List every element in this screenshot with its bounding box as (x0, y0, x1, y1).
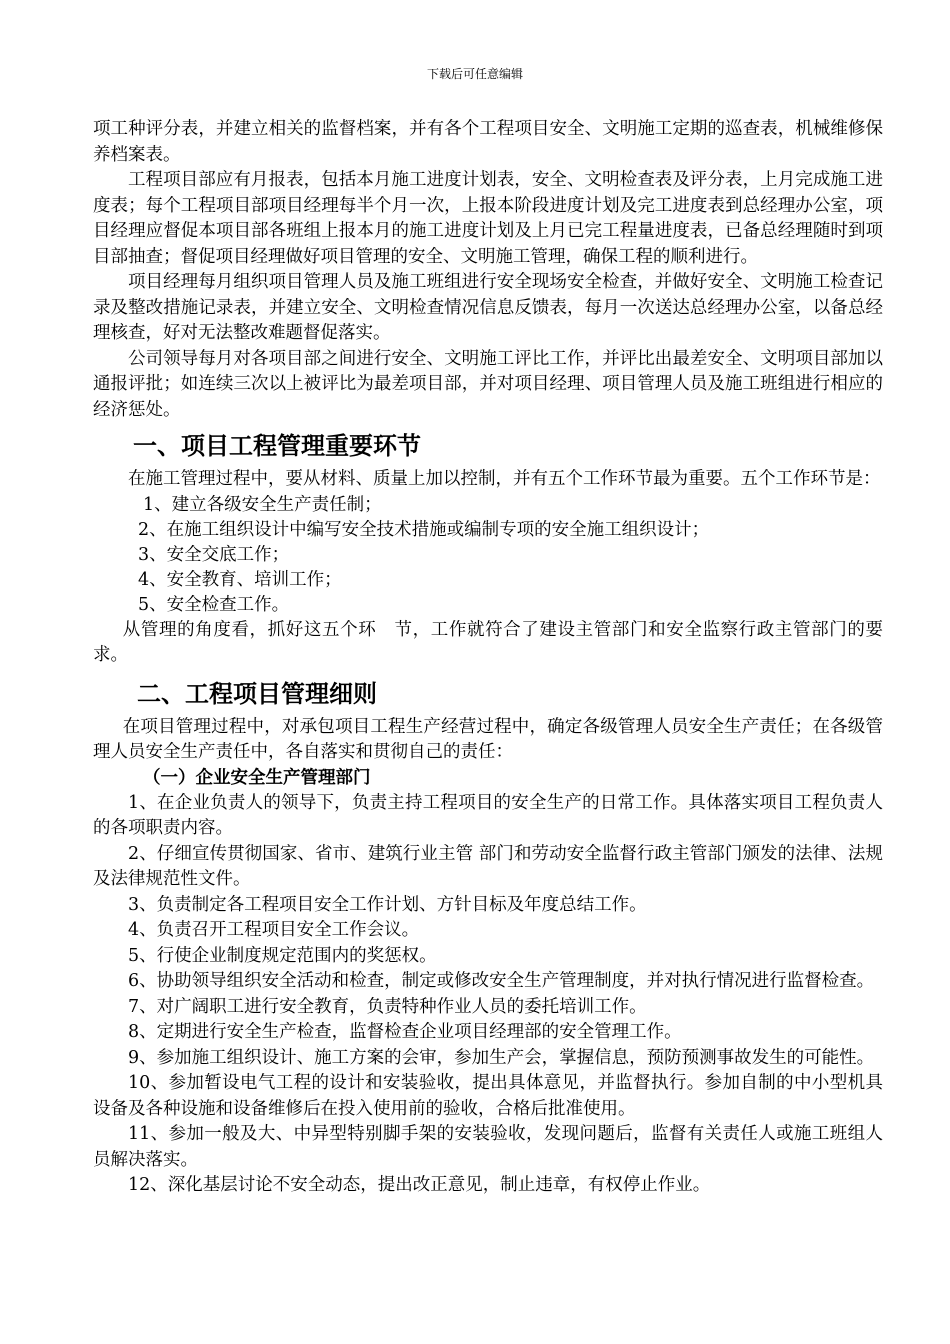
list-item: 2、在施工组织设计中编写安全技术措施或编制专项的安全施工组织设计； (138, 519, 710, 540)
list-item: 3、负责制定各工程项目安全工作计划、方针目标及年度总结工作。 (128, 894, 647, 915)
list-item: 3、安全交底工作； (138, 544, 290, 565)
paragraph: 从管理的角度看，抓好这五个环 节，工作就符合了建设主管部门和安全监察行政主管部门的要求。 (93, 619, 883, 665)
subsection-heading: （一）企业安全生产管理部门 (143, 767, 371, 788)
list-item: 7、对广阔职工进行安全教育，负责特种作业人员的委托培训工作。 (128, 996, 647, 1017)
paragraph: 工程项目部应有月报表，包括本月施工进度计划表，安全、文明检查表及评分表，上月完成施工进度表；每个工程项目部项目经理每半个月一次，上报本阶段进度计划及完工进度表到总经理办公室，项目经理应督促本项目部各班组上报本月的施工进度计划及上月已完工程量进度表，已备总经理随时到项目部抽查；督促项目经理做好项目管理的安全、文明施工管理，确保工程的顺利进行。 (93, 170, 883, 267)
paragraph: 项工种评分表，并建立相关的监督档案，并有各个工程项目安全、文明施工定期的巡查表，机械维修保养档案表。 (93, 119, 883, 165)
list-item: 10、参加暂设电气工程的设计和安装验收，提出具体意见，并监督执行。参加自制的中小型机具设备及各种设施和设备维修后在投入使用前的验收，合格后批准使用。 (93, 1073, 883, 1119)
list-item: 4、安全教育、培训工作； (138, 569, 342, 590)
page-header: 下载后可任意编辑 (426, 67, 523, 81)
list-item: 1、建立各级安全生产责任制； (143, 494, 382, 515)
paragraph: 项目经理每月组织项目管理人员及施工班组进行安全现场安全检查，并做好安全、文明施工检查记录及整改措施记录表，并建立安全、文明检查情况信息反馈表，每月一次送达总经理办公室，以备总经理核查，好对无法整改难题督促落实。 (93, 272, 883, 343)
list-item: 4、负责召开工程项目安全工作会议。 (128, 920, 420, 940)
list-item: 11、参加一般及大、中异型特别脚手架的安装验收，发现问题后，监督有关责任人或施工班组人员解决落实。 (93, 1124, 883, 1170)
paragraph: 公司领导每月对各项目部之间进行安全、文明施工评比工作，并评比出最差安全、文明项目部加以通报评批；如连续三次以上被评比为最差项目部，并对项目经理、项目管理人员及施工班组进行相应的经济惩处。 (93, 348, 883, 420)
section-heading: 一、项目工程管理重要环节 (133, 432, 421, 460)
list-item: 12、深化基层讨论不安全动态，提出改正意见，制止违章，有权停止作业。 (128, 1175, 711, 1195)
list-item: 8、定期进行安全生产检查，监督检查企业项目经理部的安全管理工作。 (128, 1022, 682, 1042)
paragraph: 在项目管理过程中，对承包项目工程生产经营过程中，确定各级管理人员安全生产责任；在各级管理人员安全生产责任中，各自落实和贯彻自己的责任： (93, 716, 883, 762)
document-body (93, 117, 883, 1199)
list-item: 9、参加施工组织设计、施工方案的会审，参加生产会，掌握信息，预防预测事故发生的可能性。 (128, 1047, 875, 1068)
paragraph: 在施工管理过程中，要从材料、质量上加以控制，并有五个工作环节最为重要。五个工作环节是： (128, 469, 881, 489)
list-item: 2、仔细宣传贯彻国家、省市、建筑行业主管 部门和劳动安全监督行政主管部门颁发的法律、法规及法律规范性文件。 (93, 843, 883, 889)
list-item: 1、在企业负责人的领导下，负责主持工程项目的安全生产的日常工作。具体落实项目工程负责人的各项职责内容。 (93, 792, 883, 838)
section-heading: 二、工程项目管理细则 (137, 679, 377, 708)
list-item: 6、协助领导组织安全活动和检查，制定或修改安全生产管理制度，并对执行情况进行监督检查。 (128, 971, 875, 991)
list-item: 5、安全检查工作。 (138, 594, 290, 615)
list-item: 5、行使企业制度规定范围内的奖惩权。 (128, 945, 437, 966)
